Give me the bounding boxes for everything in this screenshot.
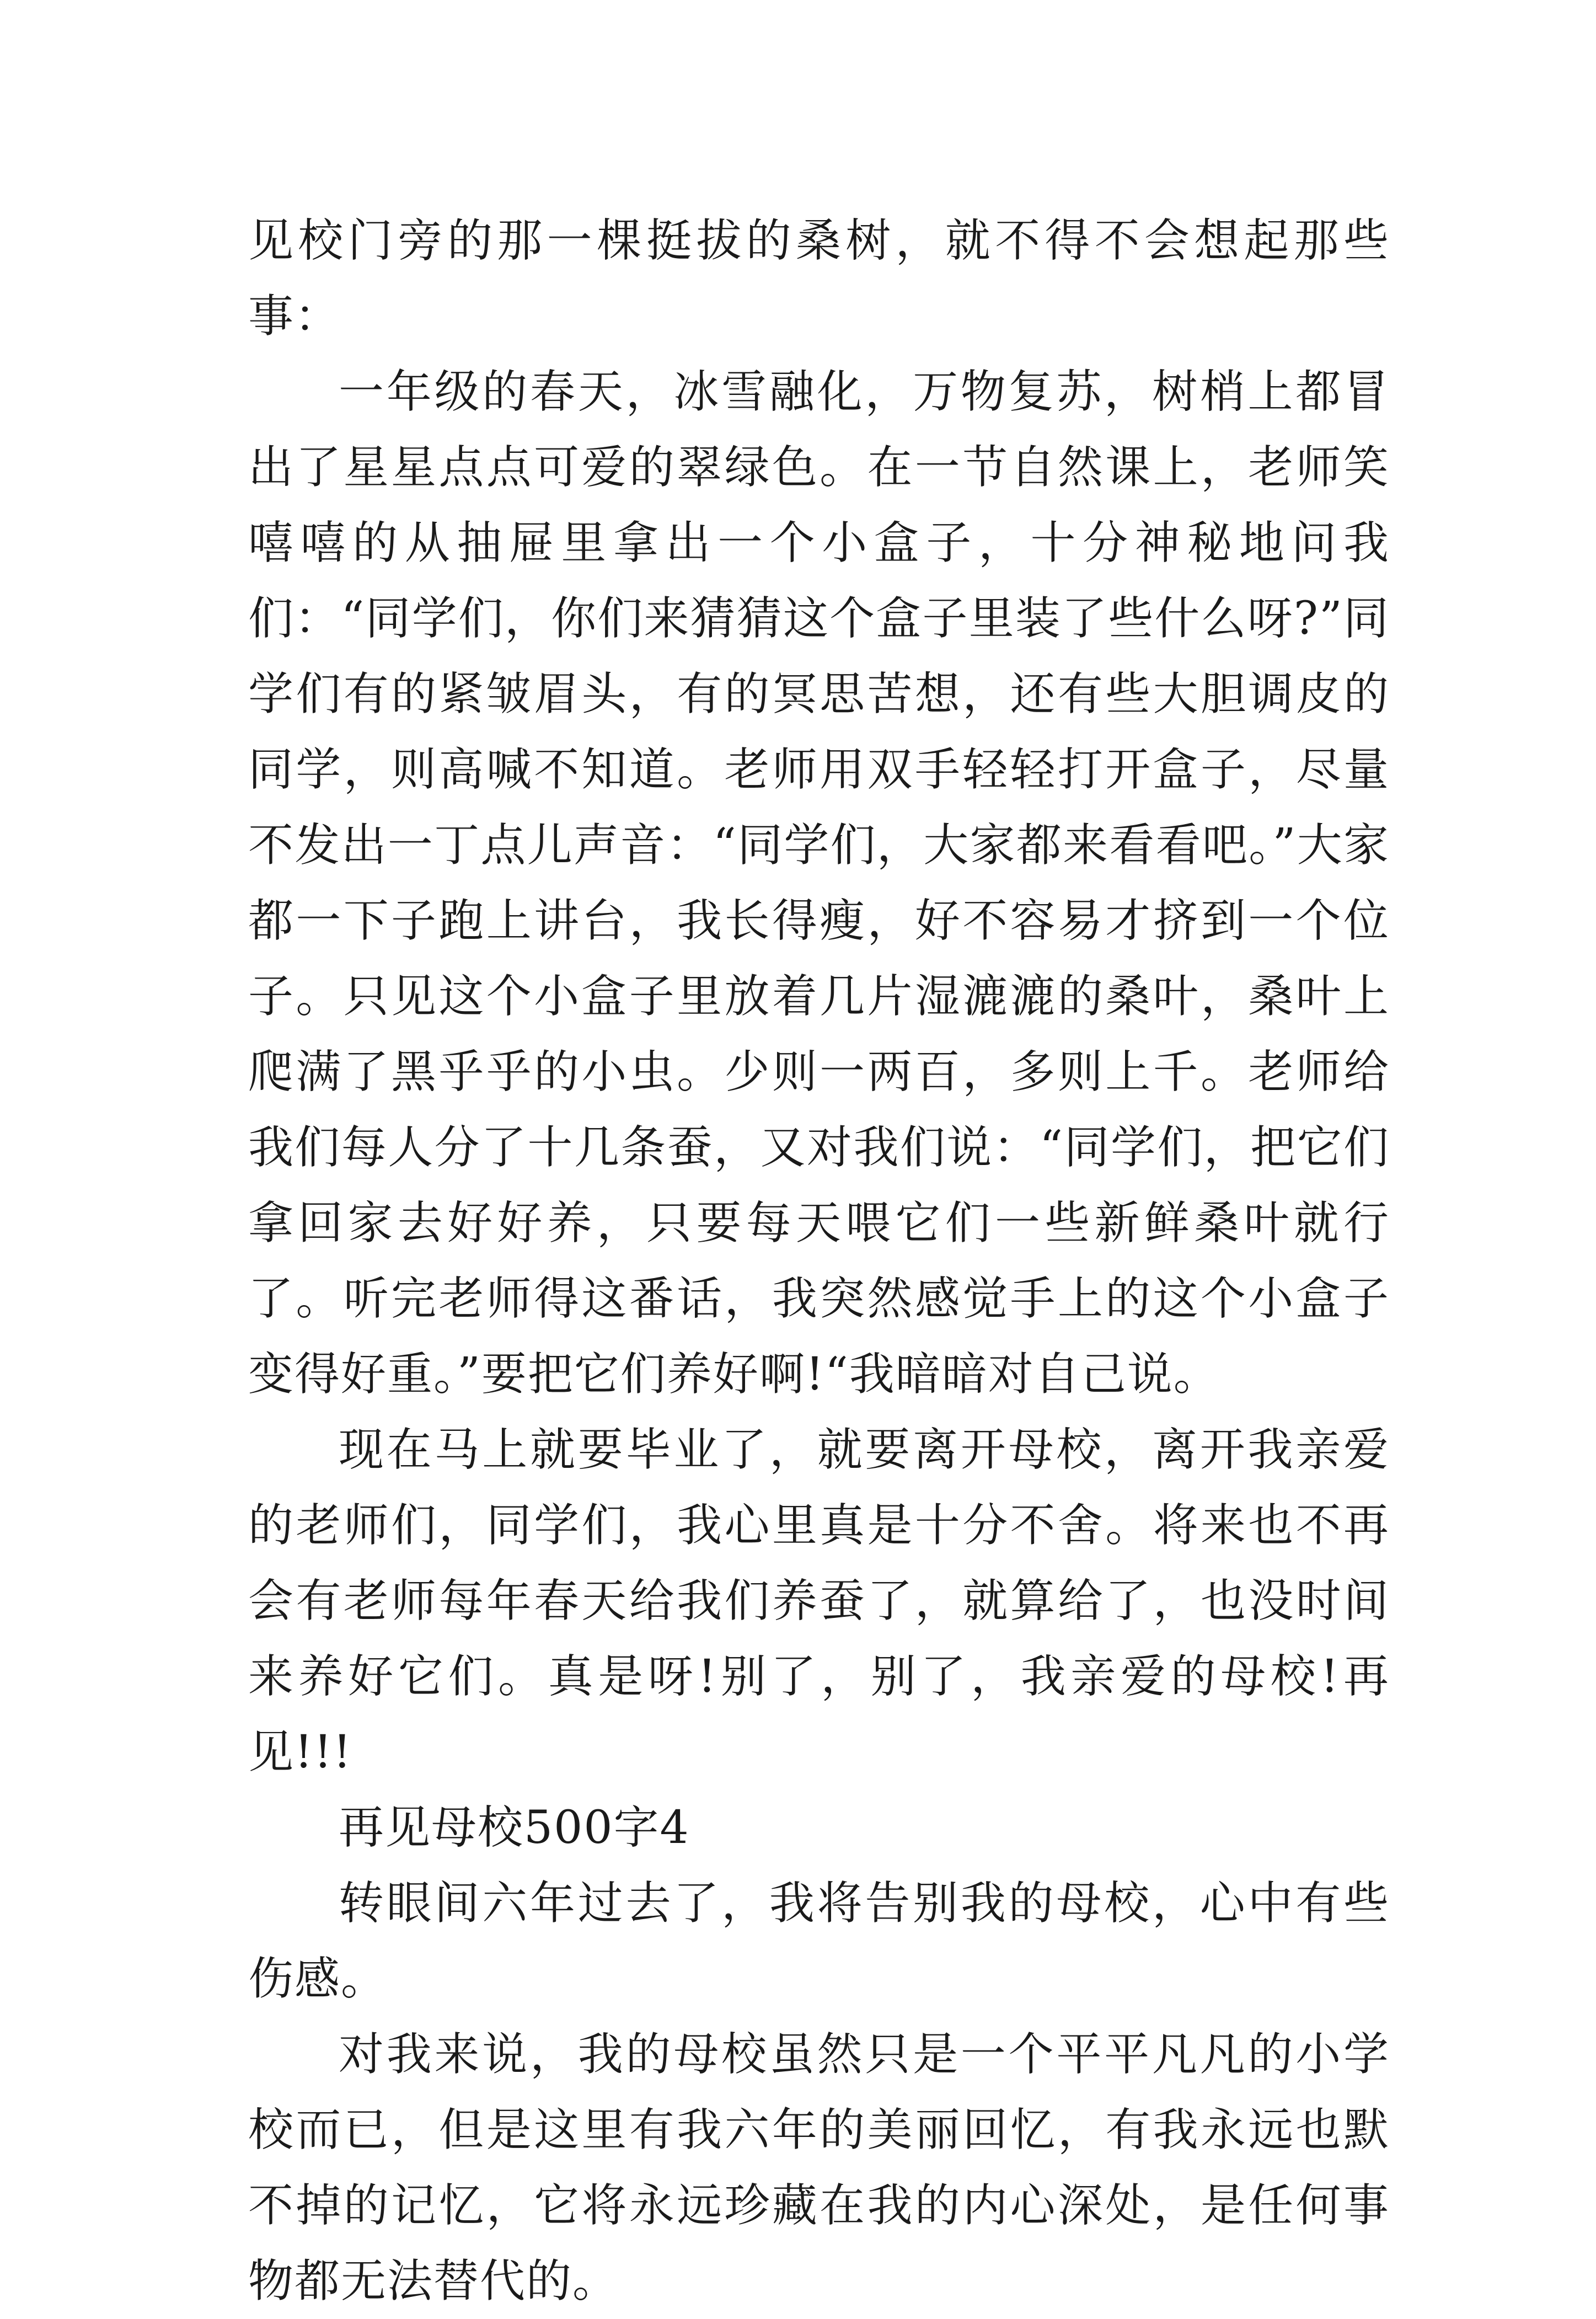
paragraph-1: 见校门旁的那一棵挺拔的桑树，就不得不会想起那些事：: [248, 215, 1390, 343]
paragraph-3: 现在马上就要毕业了，就要离开母校，离开我亲爱的老师们，同学们，我心里真是十分不舍。将来也不再会有老师每年春天给我们养蚕了，就算给了，也没时间来养好它们。真是呀!别了，别了，我亲爱的母校!再见!!!: [248, 1424, 1390, 1778]
document-body: [248, 203, 1390, 2319]
section-heading: 再见母校500字4: [339, 1802, 690, 1854]
paragraph-2: 一年级的春天，冰雪融化，万物复苏，树梢上都冒出了星星点点可爱的翠绿色。在一节自然课上，老师笑嘻嘻的从抽屉里拿出一个小盒子，十分神秘地问我们：“同学们，你们来猜猜这个盒子里装了些什么呀?”同学们有的紧皱眉头，有的冥思苦想，还有些大胆调皮的同学，则高喊不知道。老师用双手轻轻打开盒子，尽量不发出一丁点儿声音：“同学们，大家都来看看吧。”大家都一下子跑上讲台，我长得瘦，好不容易才挤到一个位子。只见这个小盒子里放着几片湿漉漉的桑叶，桑叶上爬满了黑乎乎的小虫。少则一两百，多则上千。老师给我们每人分了十几条蚕，又对我们说：“同学们，把它们拿回家去好好养，只要每天喂它们一些新鲜桑叶就行了。听完老师得这番话，我突然感觉手上的这个小盒子变得好重。”要把它们养好啊!“我暗暗对自己说。: [248, 366, 1390, 1401]
paragraph-5: 转眼间六年过去了，我将告别我的母校，心中有些伤感。: [248, 1877, 1390, 2005]
paragraph-6: 对我来说，我的母校虽然只是一个平平凡凡的小学校而已，但是这里有我六年的美丽回忆，有我永远也默不掉的记忆，它将永远珍藏在我的内心深处，是任何事物都无法替代的。: [248, 2028, 1390, 2307]
